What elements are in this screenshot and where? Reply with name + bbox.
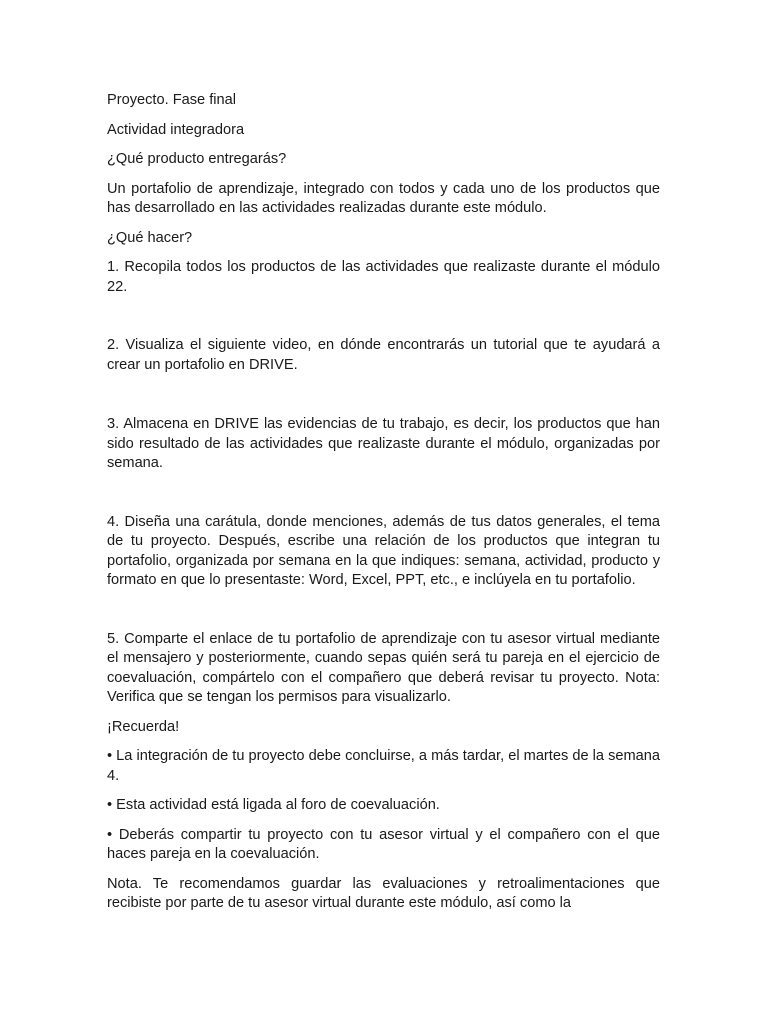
question-what-to-do: ¿Qué hacer? <box>107 229 193 246</box>
step-1: 1. Recopila todos los productos de las actividades que realizaste durante el módulo 22. <box>107 259 660 295</box>
reminder-heading: ¡Recuerda! <box>107 718 180 735</box>
step-5: 5. Comparte el enlace de tu portafolio de aprendizaje con tu asesor virtual mediante el mensajero y posteriormente, cuando sepas quién será tu pareja en el ejercicio de coevaluación, compártelo con el compañero que deberá revisar tu proyecto. Nota: Verifica que se tengan los permisos para visualizarlo. <box>107 630 660 705</box>
reminder-item: • Deberás compartir tu proyecto con tu asesor virtual y el compañero con el que haces pareja en la coevaluación. <box>107 826 660 862</box>
reminder-item: • Esta actividad está ligada al foro de coevaluación. <box>107 797 440 813</box>
reminder-item: • La integración de tu proyecto debe concluirse, a más tardar, el martes de la semana 4. <box>107 748 660 784</box>
question-product: ¿Qué producto entregarás? <box>107 151 287 167</box>
document-page <box>107 91 660 914</box>
step-2: 2. Visualiza el siguiente video, en dónde encontrarás un tutorial que te ayudará a crear un portafolio en DRIVE. <box>107 337 660 373</box>
closing-note: Nota. Te recomendamos guardar las evaluaciones y retroalimentaciones que recibiste por parte de tu asesor virtual durante este módulo, así como la <box>107 875 660 911</box>
step-3: 3. Almacena en DRIVE las evidencias de tu trabajo, es decir, los productos que han sido resultado de las actividades que realizaste durante el módulo, organizadas por semana. <box>107 416 660 471</box>
document-subtitle: Actividad integradora <box>107 121 245 138</box>
answer-product: Un portafolio de aprendizaje, integrado con todos y cada uno de los productos que has desarrollado en las actividades realizadas durante este módulo. <box>107 180 660 216</box>
document-title: Proyecto. Fase final <box>107 92 236 108</box>
step-4: 4. Diseña una carátula, donde menciones, además de tus datos generales, el tema de tu proyecto. Después, escribe una relación de los productos que integran tu portafolio, organizada por semana en la que indiques: semana, actividad, producto y formato en que lo presentaste: Word, Excel, PPT, etc., e inclúyela en tu portafolio. <box>107 513 660 588</box>
